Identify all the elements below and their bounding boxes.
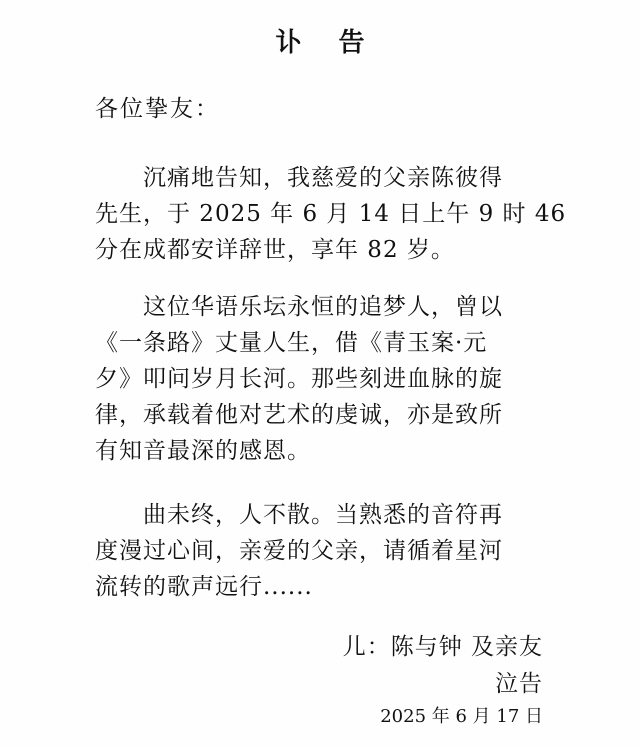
paragraph-line: 分在成都安详辞世，享年 82 岁。 bbox=[95, 237, 455, 263]
paragraph-line: 沉痛地告知，我慈爱的父亲陈彼得 bbox=[143, 165, 503, 191]
paragraph-line: 曲未终，人不散。当熟悉的音符再 bbox=[143, 502, 503, 528]
paragraph-line: 《一条路》丈量人生，借《青玉案·元 bbox=[95, 330, 488, 356]
paragraph-line: 流转的歌声远行...... bbox=[95, 574, 313, 600]
paragraph-line: 夕》叩问岁月长河。那些刻进血脉的旋 bbox=[95, 366, 503, 392]
document-title: 讣 告 bbox=[275, 28, 379, 58]
paragraph-line: 度漫过心间，亲爱的父亲，请循着星河 bbox=[95, 538, 503, 564]
paragraph-farewell bbox=[95, 497, 555, 605]
paragraph-line: 律，承载着他对艺术的虔诚，亦是致所 bbox=[95, 402, 503, 428]
paragraph-announcement bbox=[95, 160, 567, 268]
greeting: 各位挚友： bbox=[95, 96, 220, 122]
paragraph-line: 这位华语乐坛永恒的追梦人，曾以 bbox=[143, 294, 503, 320]
paragraph-line: 先生，于 2025 年 6 月 14 日上午 9 时 46 bbox=[95, 201, 567, 227]
signature-date: 2025 年 6 月 17 日 bbox=[380, 706, 543, 727]
signature-name: 儿：陈与钟 及亲友 bbox=[342, 634, 543, 660]
paragraph-tribute bbox=[95, 289, 555, 469]
paragraph-line: 有知音最深的感恩。 bbox=[95, 438, 311, 464]
signature-announce: 泣告 bbox=[495, 671, 543, 697]
